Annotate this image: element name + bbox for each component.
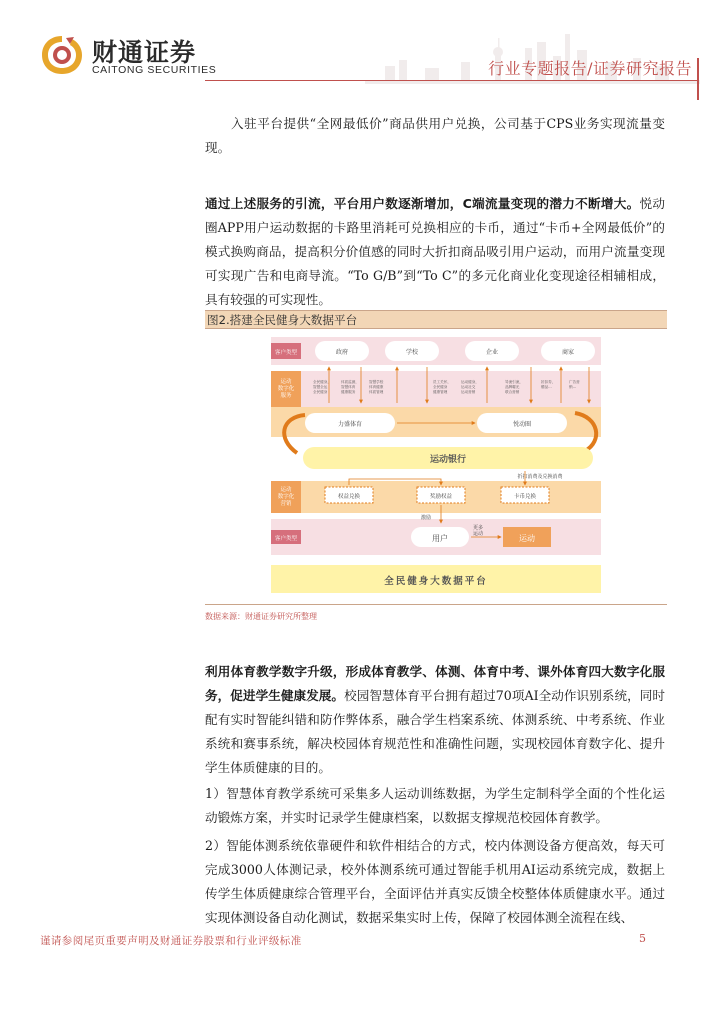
service-note-7: 折扣券，赠品… <box>541 380 556 389</box>
user-node: 用户 <box>432 534 448 543</box>
paragraph-traffic-text: 悦动圈APP用户运动数据的卡路里消耗可兑换相应的卡币，通过“卡币+全网最低价”的模式换购商品，提高积分价值感的同时大折扣商品吸引用户运动，而用户流量变现可实现广告和电商导流。“To G/B”到“To C”的多元化商业化变现途径相辅相成，具有较强的可实现性。 <box>205 196 666 307</box>
platform-yuedongquan: 悦动圈 <box>512 421 532 428</box>
caitong-logo-icon <box>40 34 84 76</box>
service-note-4: 员工关怀，全民健身健康管理 <box>433 380 451 394</box>
figure-caption: 图2.搭建全民健身大数据平台 <box>205 310 667 329</box>
incentive-label: 激励 <box>421 515 432 521</box>
more-exercise-label: 更多运动 <box>473 525 484 537</box>
service-note-6: 导流引流，品牌曝光联合营销 <box>505 380 523 394</box>
row-label-customer-bottom: 客户类型 <box>274 536 298 542</box>
platform-diagram <box>205 331 667 605</box>
marketing-coin-exchange: 卡币兑换 <box>513 494 537 500</box>
paragraph-sports-digital-lead: 利用体育教学数字升级，形成体育教学、体测、体育中考、课外体育四大数字化服务，促进学生健康发展。 <box>205 664 665 703</box>
figure-source: 数据来源：财通证券研究所整理 <box>205 612 317 621</box>
sport-node: 运动 <box>519 534 535 543</box>
paragraph-traffic-lead: 通过上述服务的引流，平台用户数逐渐增加，C端流量变现的潜力不断增大。 <box>205 196 640 211</box>
row-label-digital-marketing: 运动数字化营销 <box>277 487 295 507</box>
header-side-bar <box>697 58 699 100</box>
paragraph-sports-digital-text: 校园智慧体育平台拥有超过70项AI全动作识别系统，同时配有实时智能纠错和防作弊体系，融合学生档案系统、体测系统、中考系统、作业系统和赛事系统，解决校园体育规范性和准确性问题，实现校园体育数字化、提升学生体质健康的目的。 <box>205 688 665 775</box>
report-type-title: 行业专题报告/证券研究报告 <box>488 59 692 78</box>
paragraph-fitness-test: 2）智能体测系统依靠硬件和软件相结合的方式，校内体测设备方便高效，每天可完成3000人体测记录，校外体测系统可通过智能手机用AI运动系统完成，数据上传学生体质健康综合管理平台，全面评估并真实反馈全校整体体质健康水平。通过实现体测设备自动化测试，数据采集实时上传，保障了校园体测全流程在线、 <box>205 838 665 925</box>
paragraph-teaching-system: 1）智慧体育教学系统可采集多人运动训练数据，为学生定制科学全面的个性化运动锻炼方案，并实时记录学生健康档案，以数据支撑规范校园体育教学。 <box>205 786 665 825</box>
company-name-en: CAITONG SECURITIES <box>92 64 217 76</box>
customer-merchant: 商家 <box>561 349 575 356</box>
paragraph-sports-digital <box>205 660 665 780</box>
figure-bottom-rule <box>205 604 667 605</box>
footer-disclaimer: 谨请参阅尾页重要声明及财通证券股票和行业评级标准 <box>40 935 302 947</box>
marketing-reward-rights: 奖励权益 <box>429 494 453 500</box>
marketing-rights-exchange: 权益兑换 <box>337 494 361 500</box>
header-rule <box>205 80 697 81</box>
bank-note: 折扣消费及兑换消费 <box>517 474 563 480</box>
service-note-3: 智慧学校体育健康体质管理 <box>369 380 384 394</box>
big-data-platform: 全民健身大数据平台 <box>384 576 488 587</box>
service-note-2: 体质监测，智慧体育健康服务 <box>341 380 359 394</box>
paragraph-cps: 入驻平台提供“全网最低价”商品供用户兑换，公司基于CPS业务实现流量变现。 <box>205 116 665 155</box>
row-label-digital-service: 运动数字化服务 <box>277 379 295 399</box>
paragraph-traffic <box>205 192 665 312</box>
customer-enterprise: 企业 <box>485 349 499 356</box>
sport-bank: 运动银行 <box>429 455 467 465</box>
row-label-customer-top: 客户类型 <box>274 350 298 356</box>
page-number: 5 <box>639 932 646 945</box>
customer-government: 政府 <box>335 349 349 356</box>
customer-school: 学校 <box>405 349 419 356</box>
service-note-1: 全民健身，智慧全运全民健身 <box>313 380 331 394</box>
service-note-8: 广告营销… <box>569 380 580 389</box>
platform-lisheng: 力盛体育 <box>337 421 363 428</box>
service-note-5: 运动健身，运动社交运动营销 <box>461 380 479 394</box>
company-name-cn: 财通证券 <box>92 38 197 67</box>
